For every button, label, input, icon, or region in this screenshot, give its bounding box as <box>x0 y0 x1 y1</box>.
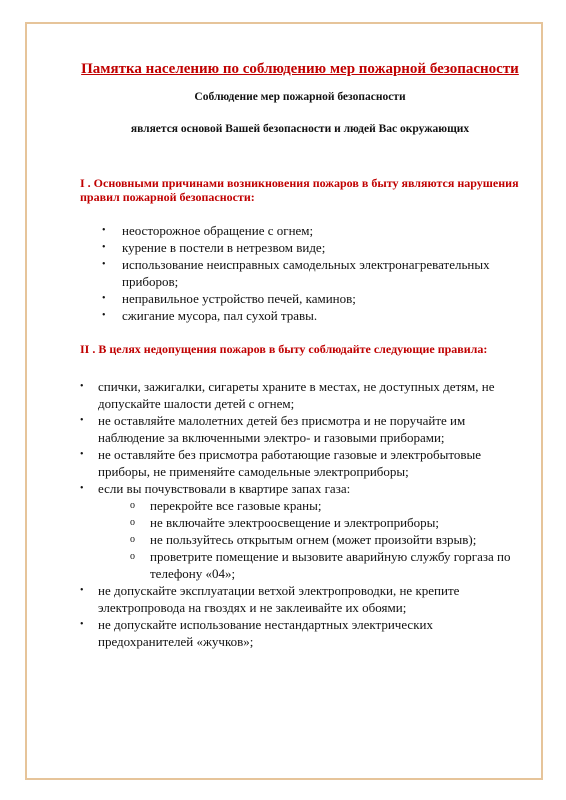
bullet-icon: • <box>102 225 106 236</box>
sublist-item <box>130 497 520 514</box>
list-item <box>98 307 520 324</box>
list-item <box>80 446 520 480</box>
circle-bullet-icon: o <box>130 534 135 545</box>
sublist-item <box>130 548 520 582</box>
list-item <box>80 616 520 650</box>
list-item-text: использование неисправных самодельных электронагревательных приборов; <box>122 257 490 289</box>
sublist-item <box>130 531 520 548</box>
list-item-text: сжигание мусора, пал сухой травы. <box>122 308 318 323</box>
sublist-item-text: проветрите помещение и вызовите аварийную службу горгаза по телефону «04»; <box>150 549 511 581</box>
section-2-list <box>80 378 520 650</box>
list-item-text: не допускайте эксплуатации ветхой электропроводки, не крепите электропровода на гвоздях и не заклеивайте их обоями; <box>98 583 460 615</box>
sublist-item-text: не включайте электроосвещение и электроприборы; <box>150 515 439 530</box>
list-item-text: не допускайте использование нестандартных электрических предохранителей «жучков»; <box>98 617 433 649</box>
list-item <box>80 582 520 616</box>
document-content <box>80 60 520 650</box>
document-title: Памятка населению по соблюдению мер пожарной безопасности <box>81 61 519 77</box>
section-1-list <box>98 222 520 324</box>
list-item <box>98 256 520 290</box>
list-item <box>98 239 520 256</box>
list-item-text: неосторожное обращение с огнем; <box>122 223 314 238</box>
circle-bullet-icon: o <box>130 551 135 562</box>
list-item <box>80 412 520 446</box>
bullet-icon: • <box>102 310 106 321</box>
list-item <box>98 290 520 307</box>
circle-bullet-icon: o <box>130 517 135 528</box>
list-item-text: курение в постели в нетрезвом виде; <box>122 240 326 255</box>
sublist-item-text: перекройте все газовые краны; <box>150 498 322 513</box>
list-item-text: не оставляйте без присмотра работающие газовые и электробытовые приборы, не применяйте самодельные электроприборы; <box>98 447 481 479</box>
bullet-icon: • <box>102 242 106 253</box>
bullet-icon: • <box>102 259 106 270</box>
bullet-icon: • <box>80 483 84 494</box>
bullet-icon: • <box>80 585 84 596</box>
subtitle-line-1: Соблюдение мер пожарной безопасности <box>194 91 406 103</box>
list-item-text: не оставляйте малолетних детей без присмотра и не поручайте им наблюдение за включенными электро- и газовыми приборами; <box>98 413 466 445</box>
bullet-icon: • <box>80 415 84 426</box>
bullet-icon: • <box>80 449 84 460</box>
list-item-text: если вы почувствовали в квартире запах газа: <box>98 481 351 496</box>
list-item-text: неправильное устройство печей, каминов; <box>122 291 356 306</box>
section-2-heading: II . В целях недопущения пожаров в быту соблюдайте следующие правила: <box>80 342 488 356</box>
sublist-item-text: не пользуйтесь открытым огнем (может произойти взрыв); <box>150 532 477 547</box>
list-item <box>80 378 520 412</box>
section-1-heading: I . Основными причинами возникновения пожаров в быту являются нарушения правил пожарной безопасности: <box>80 176 519 204</box>
list-item-text: спички, зажигалки, сигареты храните в местах, не доступных детям, не допускайте шалости детей с огнем; <box>98 379 495 411</box>
subtitle-line-2: является основой Вашей безопасности и людей Вас окружающих <box>130 123 470 135</box>
sublist-item <box>130 514 520 531</box>
gas-leak-sublist <box>130 497 520 582</box>
list-item <box>80 480 520 582</box>
bullet-icon: • <box>80 381 84 392</box>
bullet-icon: • <box>80 619 84 630</box>
list-item <box>98 222 520 239</box>
circle-bullet-icon: o <box>130 500 135 511</box>
bullet-icon: • <box>102 293 106 304</box>
